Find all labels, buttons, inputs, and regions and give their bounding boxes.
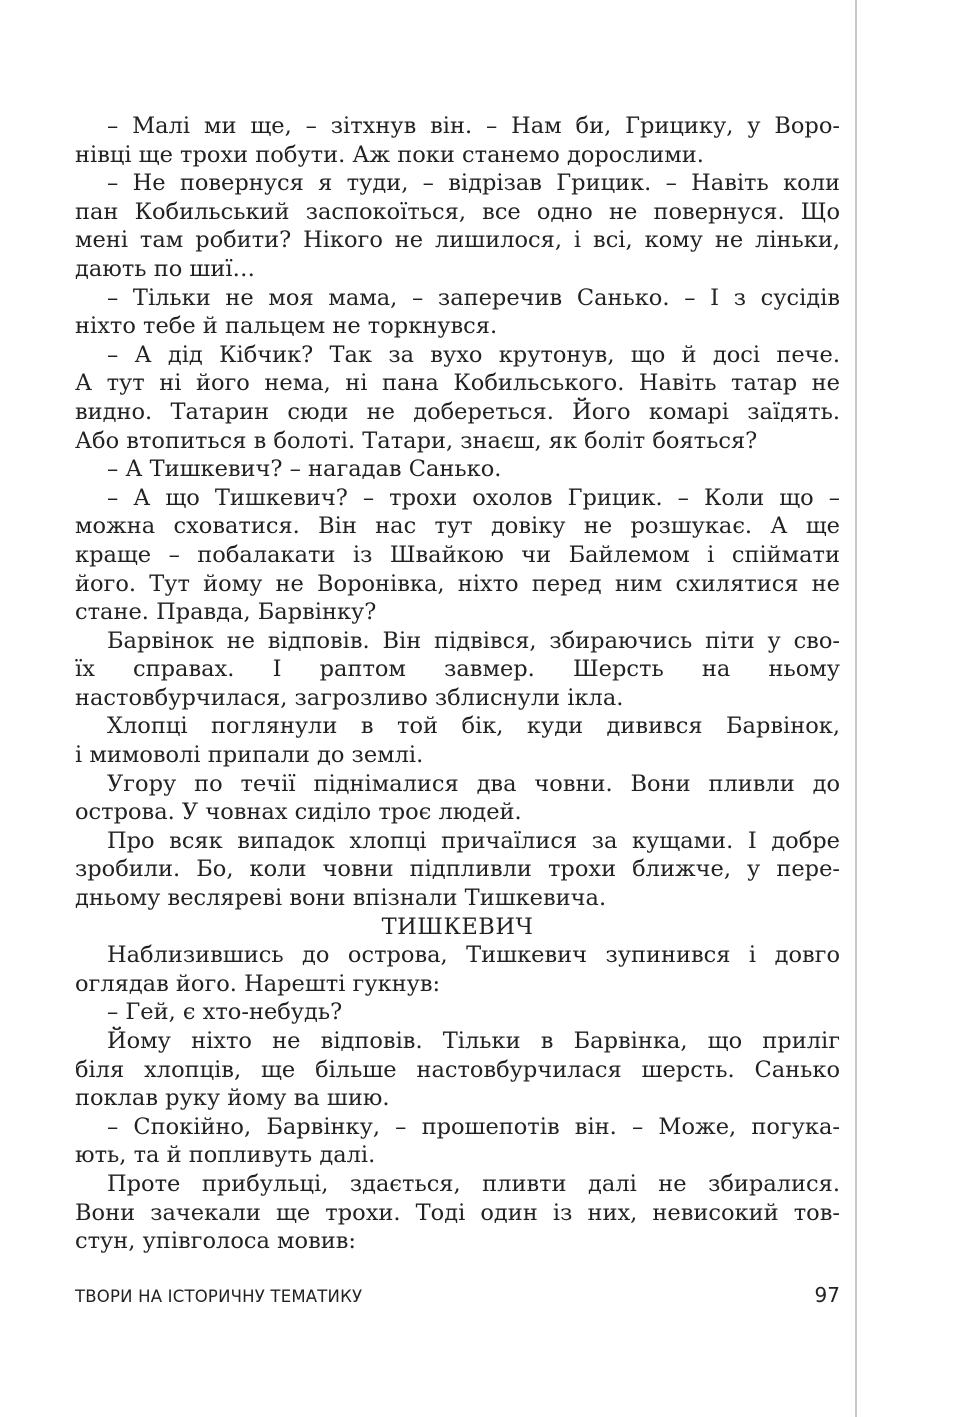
paragraph bbox=[75, 1170, 840, 1256]
text-line: – А що Тишкевич? – трохи охолов Грицик. – Коли що – bbox=[107, 484, 840, 511]
text-line: острова. У човнах сиділо троє людей. bbox=[75, 799, 522, 826]
text-line: Про всяк випадок хлопці причаїлися за кущами. І добре bbox=[107, 827, 840, 854]
paragraph bbox=[75, 627, 840, 713]
text-line: – А дід Кібчик? Так за вухо крутонув, що й досі пече. bbox=[107, 341, 840, 368]
text-line: – Гей, є хто-небудь? bbox=[107, 999, 343, 1026]
text-line: Йому ніхто не відповів. Тільки в Барвінка, що приліг bbox=[107, 1028, 840, 1054]
text-line: ніхто тебе й пальцем не торкнувся. bbox=[75, 313, 498, 340]
text-line: Проте прибульці, здається, пливти далі не збиралися. bbox=[107, 1170, 840, 1197]
story-section-after bbox=[75, 941, 840, 1256]
page-number: 97 bbox=[814, 1283, 840, 1307]
text-line: – Спокійно, Барвінку, – прошепотів він. – Може, погука- bbox=[107, 1113, 840, 1140]
text-line: оглядав його. Нарешті гукнув: bbox=[75, 970, 441, 997]
story-section-before bbox=[75, 112, 840, 913]
text-line: – Не повернуся я туди, – відрізав Грицик. – Навіть коли bbox=[107, 170, 840, 197]
running-footer-title: ТВОРИ НА ІСТОРИЧНУ ТЕМАТИКУ bbox=[75, 1287, 363, 1306]
paragraph bbox=[75, 169, 840, 283]
paragraph bbox=[75, 941, 840, 998]
body-text bbox=[75, 112, 840, 1256]
text-line: мені там робити? Нікого не лишилося, і всі, кому не ліньки, bbox=[75, 227, 840, 254]
text-line: і мимоволі припали до землі. bbox=[75, 742, 424, 769]
paragraph bbox=[75, 1027, 840, 1113]
text-line: настовбурчилася, загрозливо зблиснули ікла. bbox=[75, 684, 624, 711]
paragraph bbox=[75, 712, 840, 769]
text-line: видно. Татарин сюди не добереться. Його комарі заїдять. bbox=[75, 398, 840, 425]
text-line: стун, упівголоса мовив: bbox=[75, 1228, 356, 1255]
paragraph bbox=[75, 284, 840, 341]
paragraph bbox=[75, 827, 840, 913]
text-line: Угору по течії піднімалися два човни. Вони пливли до bbox=[107, 770, 840, 797]
text-line: – А Тишкевич? – нагадав Санько. bbox=[107, 456, 502, 483]
text-line: ють, та й попливуть далі. bbox=[75, 1142, 376, 1169]
text-line: їх справах. І раптом завмер. Шерсть на ньому bbox=[75, 656, 840, 683]
text-line: А тут ні його нема, ні пана Кобильського. Навіть татар не bbox=[75, 370, 840, 397]
text-line: Вони зачекали ще трохи. Тоді один із них, невисокий тов- bbox=[75, 1199, 840, 1226]
text-line: дньому весляреві вони впізнали Тишкевича. bbox=[75, 885, 607, 912]
text-line: – Тільки не моя мама, – заперечив Санько. – І з сусідів bbox=[107, 284, 840, 311]
text-line: Хлопці поглянули в той бік, куди дивився Барвінок, bbox=[107, 713, 840, 740]
text-line: пан Кобильський заспокоїться, все одно не повернуся. Що bbox=[75, 198, 840, 225]
text-line: поклав руку йому ва шию. bbox=[75, 1085, 390, 1112]
text-line: стане. Правда, Барвінку? bbox=[75, 599, 377, 626]
paragraph bbox=[75, 341, 840, 455]
paragraph bbox=[75, 770, 840, 827]
text-line: дають по шиї… bbox=[75, 255, 256, 282]
text-line: Барвінок не відповів. Він підвівся, збираючись піти у сво- bbox=[107, 627, 840, 654]
chapter-heading: ТИШКЕВИЧ bbox=[381, 913, 534, 940]
paragraph bbox=[75, 1113, 840, 1170]
text-line: його. Тут йому не Воронівка, ніхто перед ним схилятися не bbox=[75, 570, 840, 597]
page-edge-line bbox=[855, 0, 857, 1417]
page-footer bbox=[75, 1283, 840, 1307]
text-line: Наблизившись до острова, Тишкевич зупинився і довго bbox=[107, 942, 840, 969]
text-line: – Малі ми ще, – зітхнув він. – Нам би, Грицику, у Воро- bbox=[107, 113, 840, 139]
text-line: зробили. Бо, коли човни підпливли трохи ближче, у пере- bbox=[75, 856, 840, 883]
text-line: нівці ще трохи побути. Аж поки станемо дорослими. bbox=[75, 141, 704, 168]
paragraph bbox=[75, 455, 840, 484]
text-line: можна сховатися. Він нас тут довіку не розшукає. А ще bbox=[75, 513, 840, 540]
paragraph bbox=[75, 484, 840, 627]
text-line: Або втопиться в болоті. Татари, знаєш, як боліт бояться? bbox=[75, 427, 758, 454]
paragraph bbox=[75, 998, 840, 1027]
paragraph bbox=[75, 112, 840, 169]
text-line: краще – побалакати із Швайкою чи Байлемом і спіймати bbox=[75, 541, 840, 568]
text-line: біля хлопців, ще більше настовбурчилася шерсть. Санько bbox=[75, 1056, 840, 1083]
